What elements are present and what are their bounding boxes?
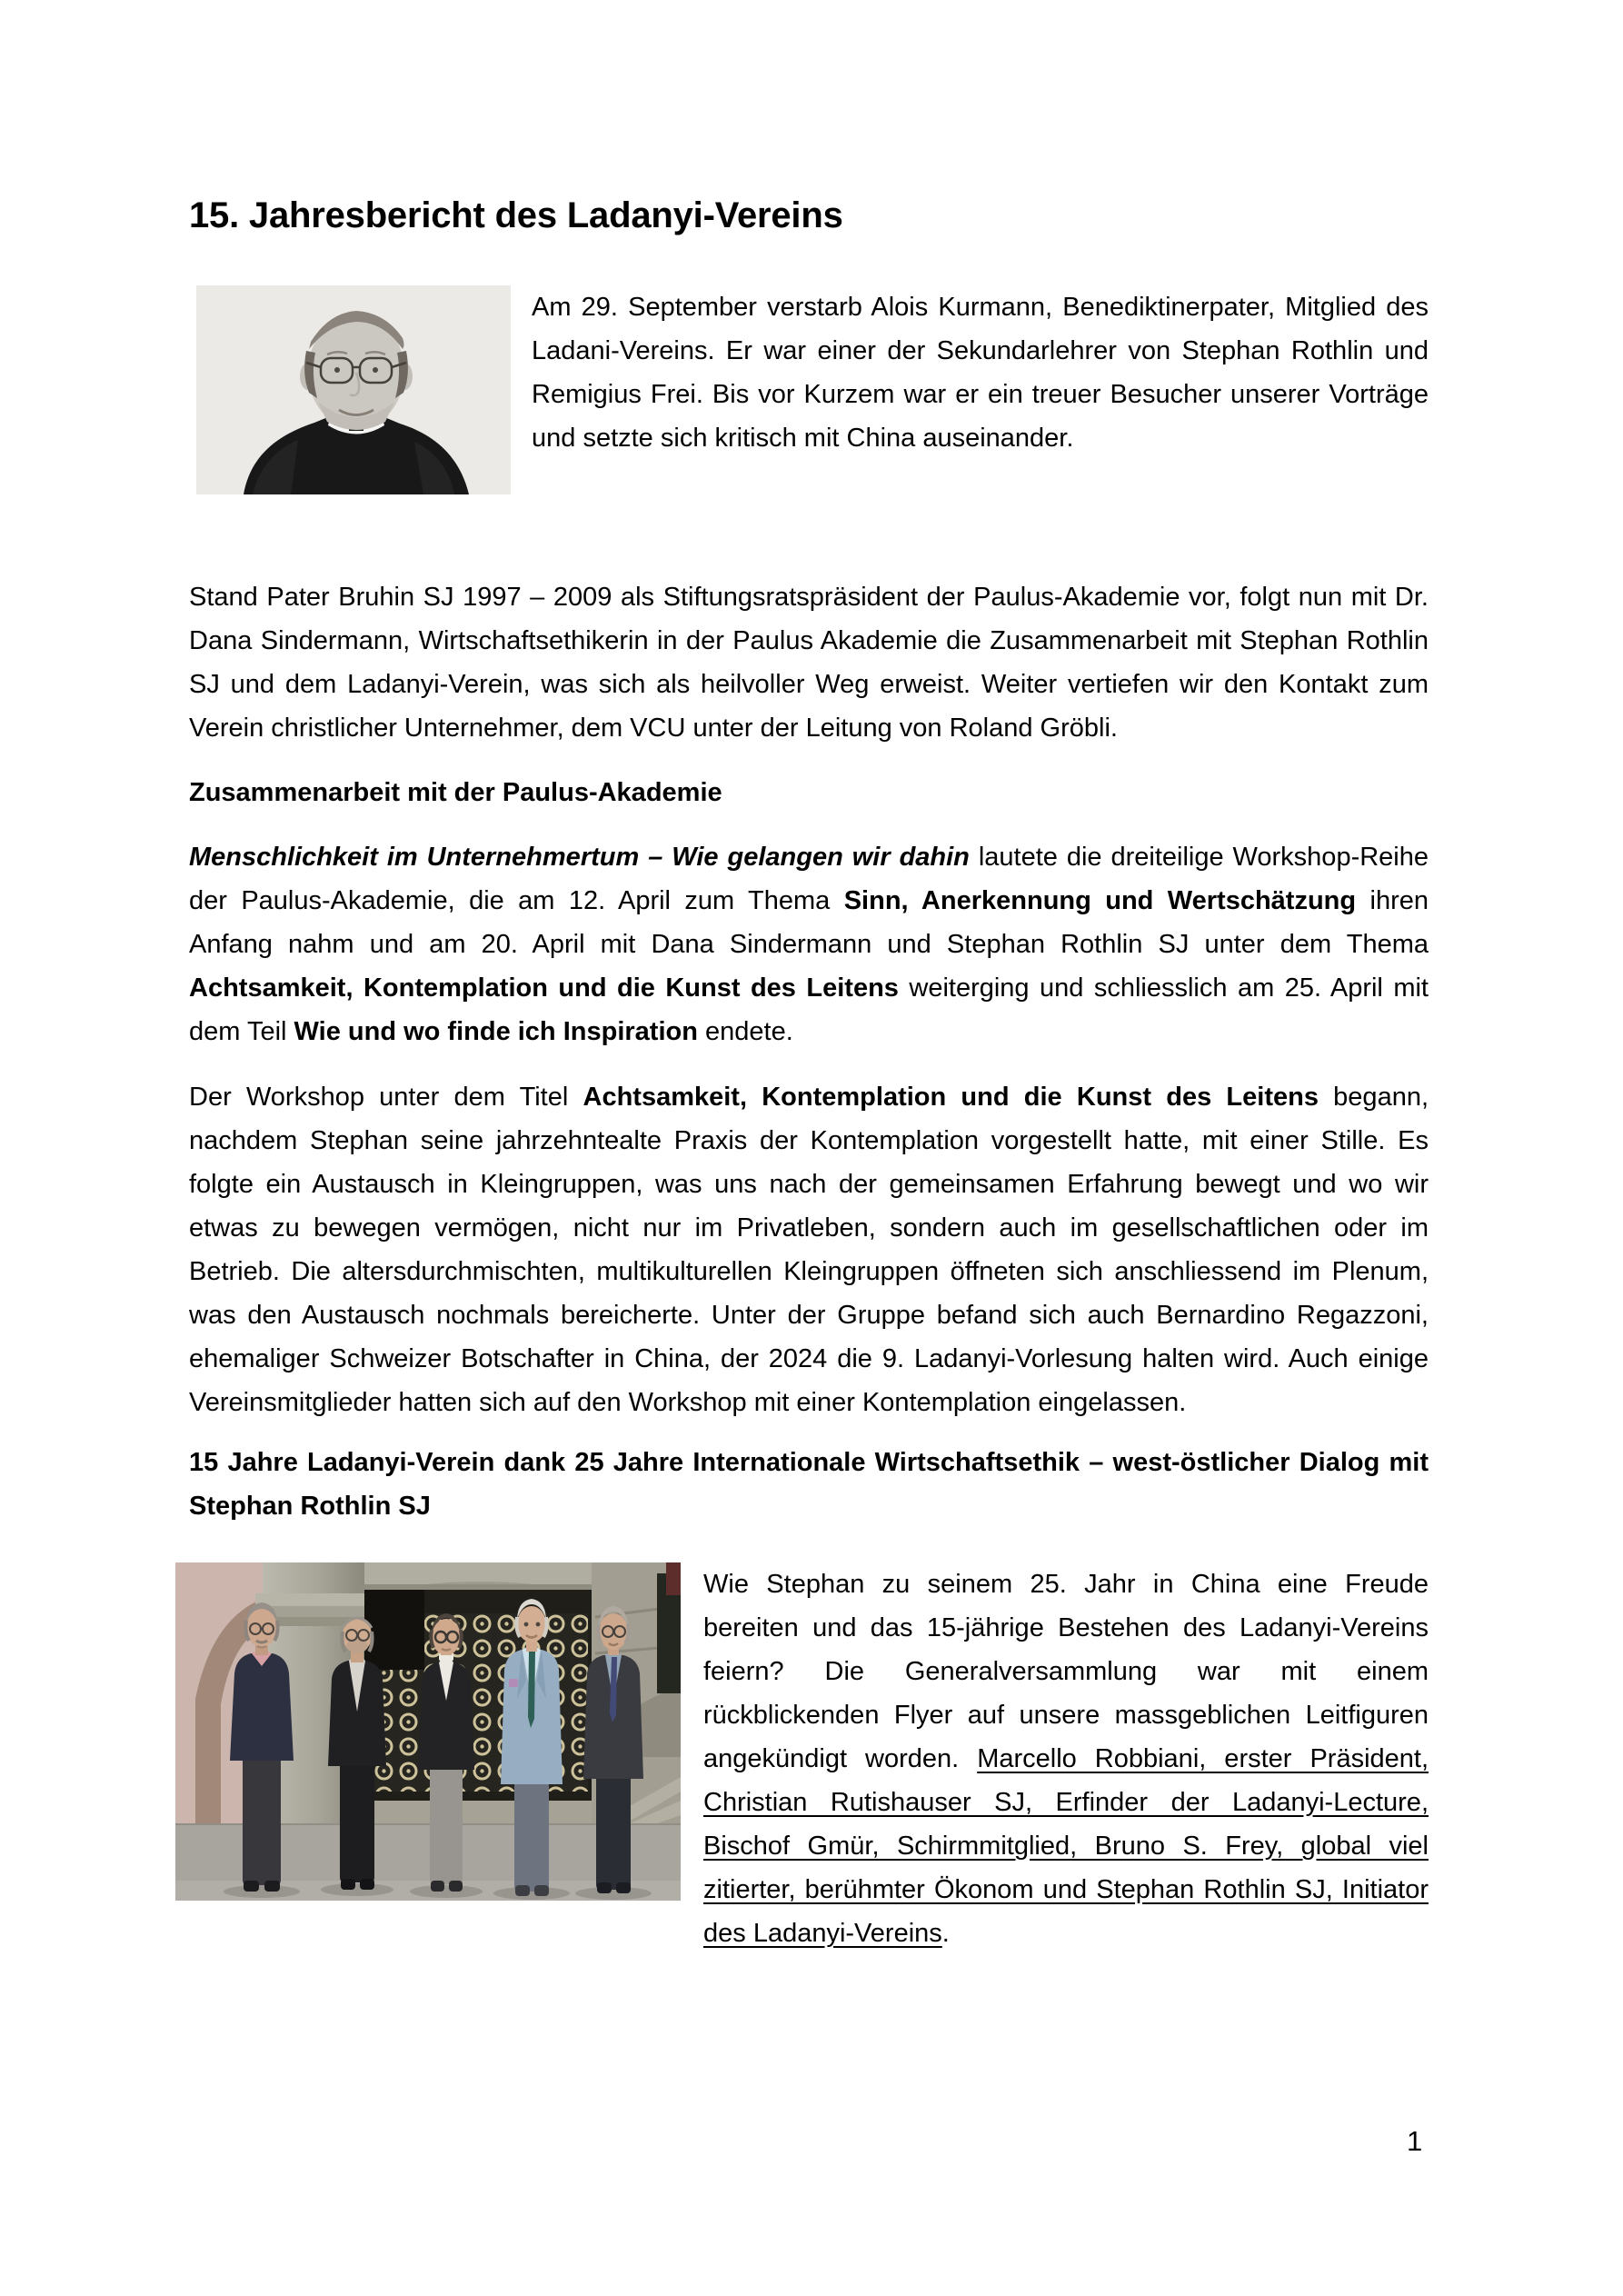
text-run: ihren Anfang nahm und am 20. April mit Dana Sindermann und Stephan Rothlin SJ unter dem Thema [189, 886, 1429, 959]
text-run: Achtsamkeit, Kontemplation und die Kunst des Leitens [582, 1083, 1319, 1112]
page-number: 1 [1407, 2125, 1423, 2157]
portrait-photo-illustration [196, 285, 511, 494]
heading-anniversary: 15 Jahre Ladanyi-Verein dank 25 Jahre Internationale Wirtschaftsethik – west-östlicher Dialog mit Stephan Rothlin SJ [189, 1448, 1429, 1521]
workshop-detail-paragraph [189, 1075, 1429, 1424]
anniversary-section [189, 1562, 1429, 1955]
obituary-paragraph: Am 29. September verstarb Alois Kurmann, Benediktinerpater, Mitglied des Ladani-Vereins. Er war einer der Sekundarlehrer von Stephan Rothlin und Remigius Frei. Bis vor Kurzem war er ein treuer Besucher unserer Vorträge und setzte sich kritisch mit China auseinander. [532, 293, 1429, 453]
text-run: endete. [697, 1017, 793, 1046]
text-run: Wie und wo finde ich Inspiration [294, 1017, 698, 1046]
text-run: Marcello Robbiani, erster Präsident, Christian Rutishauser SJ, Erfinder der Ladanyi-Lecture, Bischof Gmür, Schirmmitglied, Bruno S. Frey, global viel zitierter, berühmter Ökonom und Stephan Rothlin SJ, Initiator des Ladanyi-Vereins [703, 1744, 1429, 1948]
page-title: 15. Jahresbericht des Ladanyi-Vereins [189, 195, 843, 235]
group-photo-illustration [175, 1562, 681, 1901]
text-run: Der Workshop unter dem Titel [189, 1083, 583, 1112]
text-run: . [941, 1919, 950, 1948]
text-run: Sinn, Anerkennung und Wertschätzung [843, 886, 1357, 915]
text-run: Wie Stephan zu seinem 25. Jahr in China eine Freude bereiten und das 15-jährige Bestehen des Ladanyi-Vereins feiern? Die Generalversammlung war mit einem rückblickenden Flyer auf unsere massgeblichen Leitfiguren angekündigt worden. [703, 1570, 1429, 1773]
text-run: lautete die dreiteilige Workshop-Reihe der Paulus-Akademie, die am 12. April zum Thema [189, 843, 1429, 915]
portrait-photo [196, 285, 511, 494]
general-assembly-paragraph [703, 1562, 1429, 1955]
obituary-section [189, 285, 1429, 494]
text-run: Menschlichkeit im Unternehmertum – Wie gelangen wir dahin [189, 843, 970, 872]
text-run: Achtsamkeit, Kontemplation und die Kunst des Leitens [189, 973, 899, 1003]
group-photo [175, 1562, 681, 1901]
text-run: weiterging und schliesslich am 25. April mit dem Teil [189, 973, 1429, 1046]
text-run: begann, nachdem Stephan seine jahrzehntealte Praxis der Kontemplation vorgestellt hatte, mit einer Stille. Es folgte ein Austausch in Kleingruppen, was uns nach der gemeinsamen Erfahrung bewegt und wo wir etwas zu bewegen vermögen, nicht nur im Privatleben, sondern auch im gesellschaftlichen oder im Betrieb. Die altersdurchmischten, multikulturellen Kleingruppen öffneten sich anschliessend im Plenum, was den Austausch nochmals bereicherte. Unter der Gruppe befand sich auch Bernardino Regazzoni, ehemaliger Schweizer Botschafter in China, der 2024 die 9. Ladanyi-Vorlesung halten wird. Auch einige Vereinsmitglieder hatten sich auf den Workshop mit einer Kontemplation eingelassen. [189, 1083, 1429, 1417]
workshop-series-paragraph [189, 835, 1429, 1053]
board-paragraph: Stand Pater Bruhin SJ 1997 – 2009 als Stiftungsratspräsident der Paulus-Akademie vor, folgt nun mit Dr. Dana Sindermann, Wirtschaftsethikerin in der Paulus Akademie die Zusammenarbeit mit Stephan Rothlin SJ und dem Ladanyi-Verein, was sich als heilvoller Weg erweist. Weiter vertiefen wir den Kontakt zum Verein christlicher Unternehmer, dem VCU unter der Leitung von Roland Gröbli. [189, 583, 1429, 743]
heading-paulus-akademie: Zusammenarbeit mit der Paulus-Akademie [189, 778, 722, 807]
